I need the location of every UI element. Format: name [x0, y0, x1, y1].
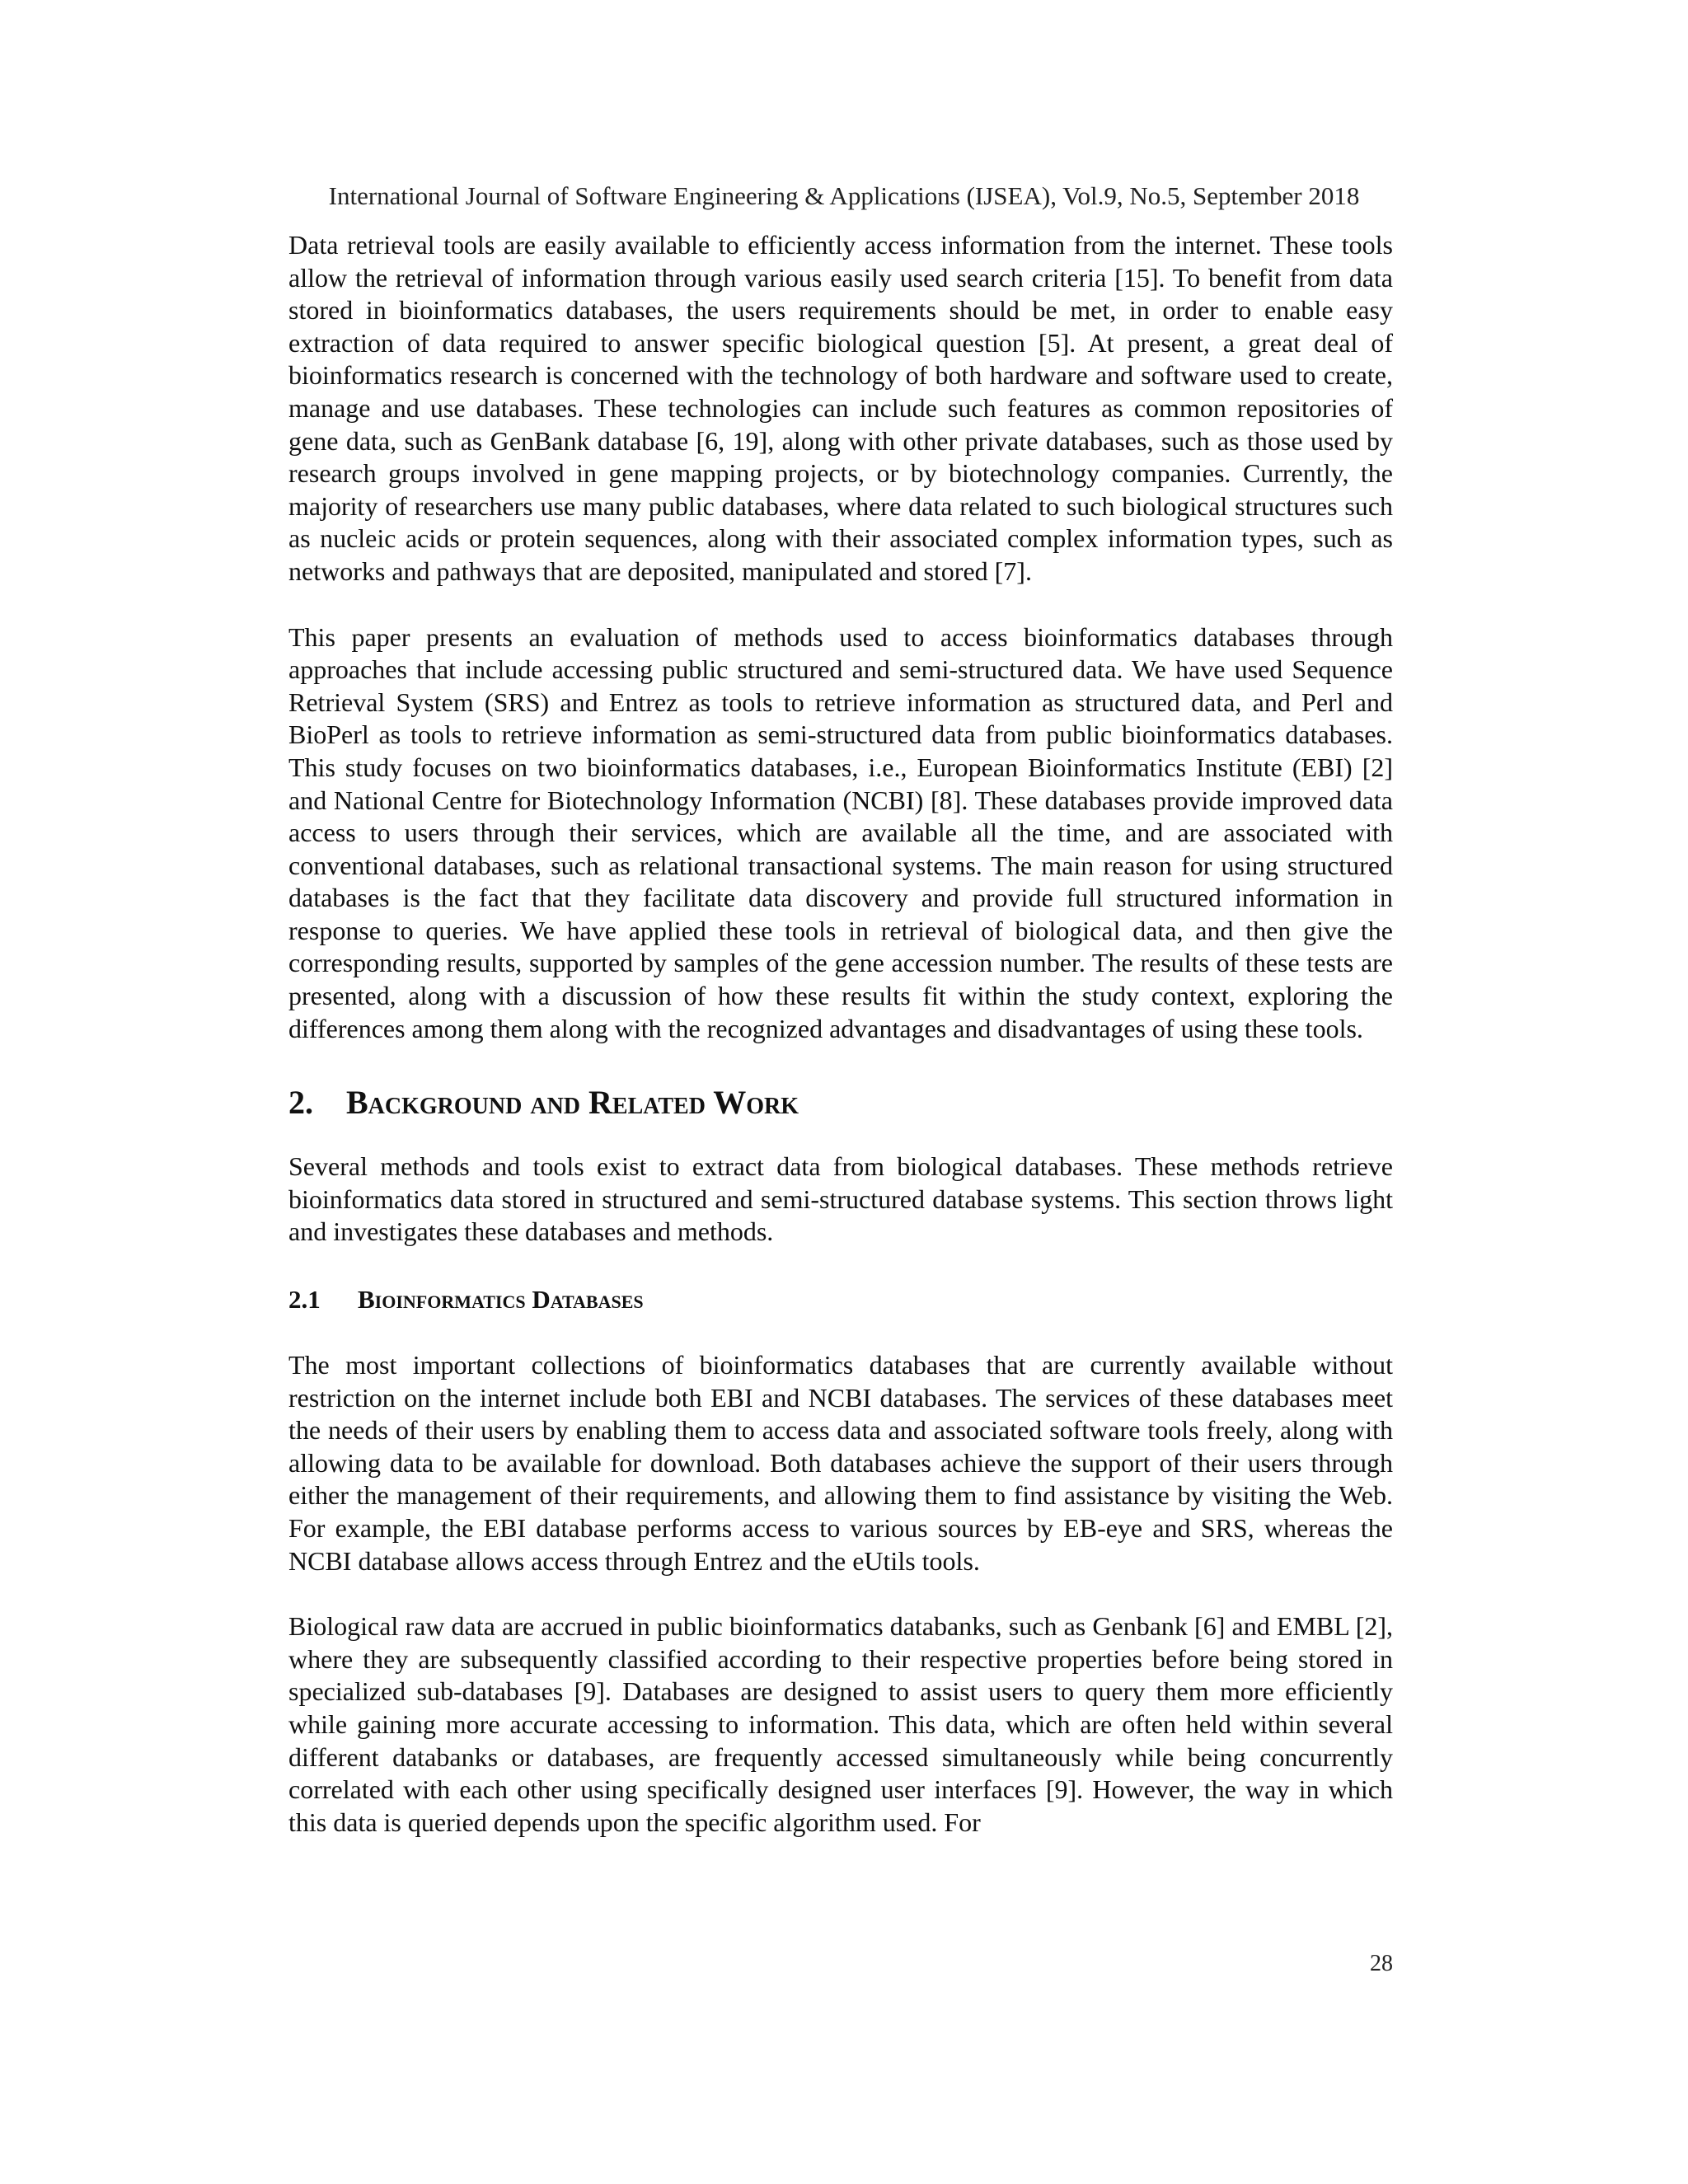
paragraph-ebi-ncbi: The most important collections of bioinformatics databases that are currently available without restriction on the internet include both EBI and NCBI databases. The services of these databases meet the needs of their users by enabling them to access data and associated software tools freely, along with allowing data to be available for download. Both databases achieve the support of their users through either the management of their requirements, and allowing them to find assistance by visiting the Web. For example, the EBI database performs access to various sources by EB-eye and SRS, whereas the NCBI database allows access through Entrez and the eUtils tools. [288, 1350, 1393, 1576]
paragraph-paper-overview: This paper presents an evaluation of methods used to access bioinformatics databases through approaches that include accessing public structured and semi-structured data. We have used Sequence Retrieval System (SRS) and Entrez as tools to retrieve information as structured data, and Perl and BioPerl as tools to retrieve information as semi-structured data from public bioinformatics databases. This study focuses on two bioinformatics databases, i.e., European Bioinformatics Institute (EBI) [2] and National Centre for Biotechnology Information (NCBI) [8]. These databases provide improved data access to users through their services, which are available all the time, and are associated with conventional databases, such as relational transactional systems. The main reason for using structured databases is the fact that they facilitate data discovery and provide full structured information in response to queries. We have applied these tools in retrieval of biological data, and then give the corresponding results, supported by samples of the gene accession number. The results of these tests are presented, along with a discussion of how these results fit within the study context, exploring the differences among them along with the recognized advantages and disadvantages of using these tools. [288, 621, 1393, 1043]
subsection-title: Bioinformatics Databases [358, 1285, 644, 1315]
paragraph-raw-data: Biological raw data are accrued in public bioinformatics databanks, such as Genbank [6] and EMBL [2], where they are subsequently classified according to their respective properties before being stored in specialized sub-databases [9]. Databases are designed to assist users to query them more efficiently while gaining more accurate accessing to information. This data, which are often held within several different databanks or databases, are frequently accessed simultaneously while being concurrently correlated with each other using specifically designed user interfaces [9]. However, the way in which this data is queried depends upon the specific algorithm used. For [288, 1611, 1393, 1837]
paragraph-intro-retrieval-tools: Data retrieval tools are easily available to efficiently access information from the internet. These tools allow the retrieval of information through various easily used search criteria [15]. To benefit from data stored in bioinformatics databases, the users requirements should be met, in order to enable easy extraction of data required to answer specific biological question [5]. At present, a great deal of bioinformatics research is concerned with the technology of both hardware and software used to create, manage and use databases. These technologies can include such features as common repositories of gene data, such as GenBank database [6, 19], along with other private databases, such as those used by research groups involved in gene mapping projects, or by biotechnology companies. Currently, the majority of researchers use many public databases, where data related to such biological structures such as nucleic acids or protein sequences, along with their associated complex information types, such as networks and pathways that are deposited, manipulated and stored [7]. [288, 230, 1393, 586]
subsection-heading-bioinformatics-databases [288, 1283, 1393, 1316]
main-content [288, 229, 1393, 1839]
page-number: 28 [1370, 1951, 1393, 1976]
section-number: 2. [288, 1084, 313, 1122]
section-heading-background [288, 1083, 1393, 1122]
section-title: Background and Related Work [346, 1084, 799, 1122]
running-header: International Journal of Software Engineering & Applications (IJSEA), Vol.9, No.5, September 2018 [328, 181, 1360, 210]
paragraph-background-intro: Several methods and tools exist to extract data from biological databases. These methods retrieve bioinformatics data stored in structured and semi-structured database systems. This section throws light and investigates these databases and methods. [288, 1151, 1393, 1247]
subsection-number: 2.1 [288, 1285, 321, 1315]
